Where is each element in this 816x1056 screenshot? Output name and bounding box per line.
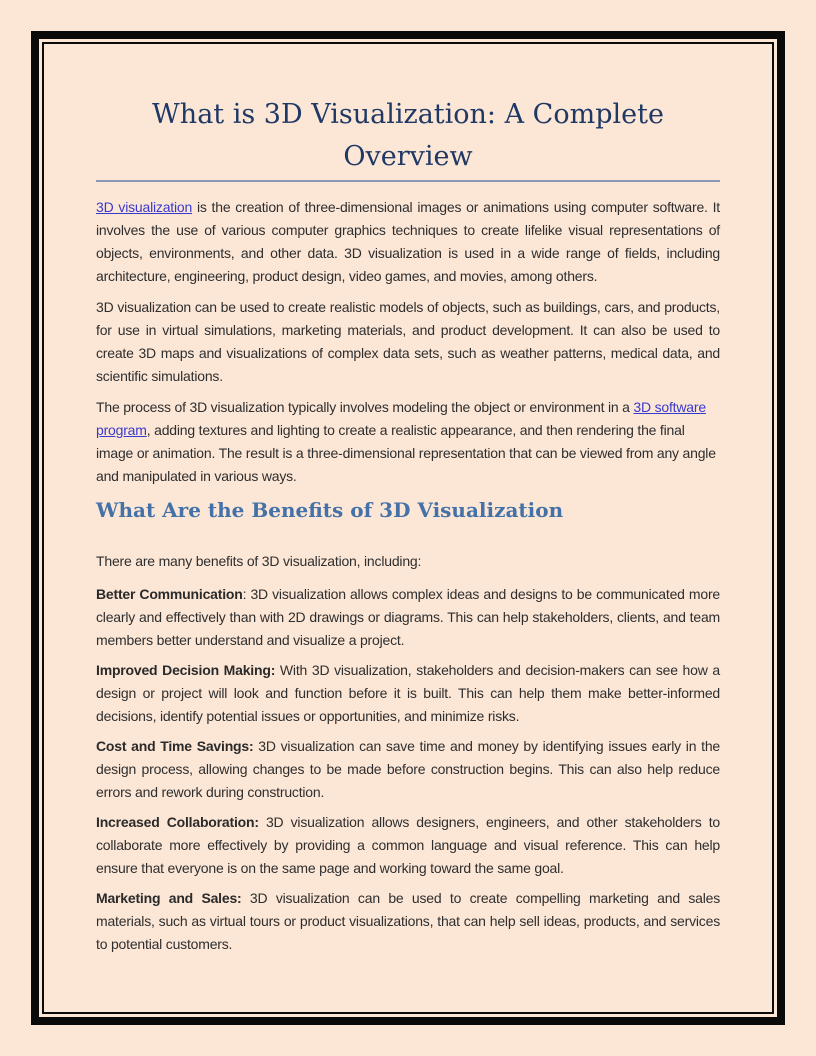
- page-title: What is 3D Visualization: A Complete Overview: [152, 99, 664, 172]
- benefit-item-improved-decision-making: [96, 659, 720, 728]
- intro-paragraph-2: 3D visualization can be used to create realistic models of objects, such as buildings, cars, and products, for use in virtual simulations, marketing materials, and product development. It can also be used to create 3D maps and visualizations of complex data sets, such as weather patterns, medical data, and scientific simulations.: [96, 299, 720, 384]
- title-divider-rule: [96, 180, 720, 182]
- benefit-item-cost-and-time-savings: [96, 735, 720, 804]
- benefit-text: 3D visualization can be used to create compelling marketing and sales materials, such as virtual tours or product visualizations, that can help sell ideas, products, and services to potential customers.: [96, 890, 721, 952]
- link-3d-software-program[interactable]: 3D software program: [96, 399, 706, 438]
- link-3d-visualization[interactable]: 3D visualization: [96, 199, 193, 215]
- intro-paragraph-3-before: The process of 3D visualization typically involves modeling the object or environment in a: [96, 399, 634, 415]
- page-border-inner: [42, 42, 774, 1014]
- benefit-text: 3D visualization can save time and money by identifying issues early in the design process, allowing changes to be made before construction begins. This can also help reduce errors and rework during construction.: [96, 738, 720, 800]
- benefits-intro: There are many benefits of 3D visualization, including:: [96, 553, 422, 569]
- benefit-label: Increased Collaboration:: [96, 814, 259, 830]
- benefit-text: 3D visualization allows designers, engineers, and other stakeholders to collaborate more effectively by providing a common language and visual reference. This can help ensure that everyone is on the same page and working toward the same goal.: [96, 814, 720, 876]
- page-content: [44, 44, 772, 1012]
- benefit-item-marketing-and-sales: [96, 887, 720, 956]
- benefit-text: : 3D visualization allows complex ideas and designs to be communicated more clearly and effectively than with 2D drawings or diagrams. This can help stakeholders, clients, and team members better understand and visualize a project.: [96, 586, 721, 648]
- benefits-section-heading: What Are the Benefits of 3D Visualization: [96, 498, 564, 522]
- intro-paragraph-1: [96, 196, 720, 288]
- page-border-outer: [31, 31, 785, 1025]
- intro-paragraph-1-text: is the creation of three-dimensional images or animations using computer software. It involves the use of various computer graphics techniques to create lifelike visual representations of objects, environments, and other data. 3D visualization is used in a wide range of fields, including architecture, engineering, product design, video games, and movies, among others.: [96, 199, 720, 284]
- benefit-label: Improved Decision Making:: [96, 662, 276, 678]
- benefit-item-increased-collaboration: [96, 811, 720, 880]
- benefit-text: With 3D visualization, stakeholders and decision-makers can see how a design or project will look and function before it is built. This can help them make better-informed decisions, identify potential issues or opportunities, and minimize risks.: [96, 662, 720, 724]
- benefit-label: Better Communication: [96, 586, 243, 602]
- benefit-item-better-communication: [96, 583, 720, 652]
- intro-paragraph-3: [96, 396, 720, 488]
- benefit-label: Marketing and Sales:: [96, 890, 242, 906]
- intro-paragraph-3-after: , adding textures and lighting to create a realistic appearance, and then rendering the final image or animation. The result is a three-dimensional representation that can be viewed from any angle and manipulated in various ways.: [96, 422, 716, 484]
- benefit-label: Cost and Time Savings:: [96, 738, 254, 754]
